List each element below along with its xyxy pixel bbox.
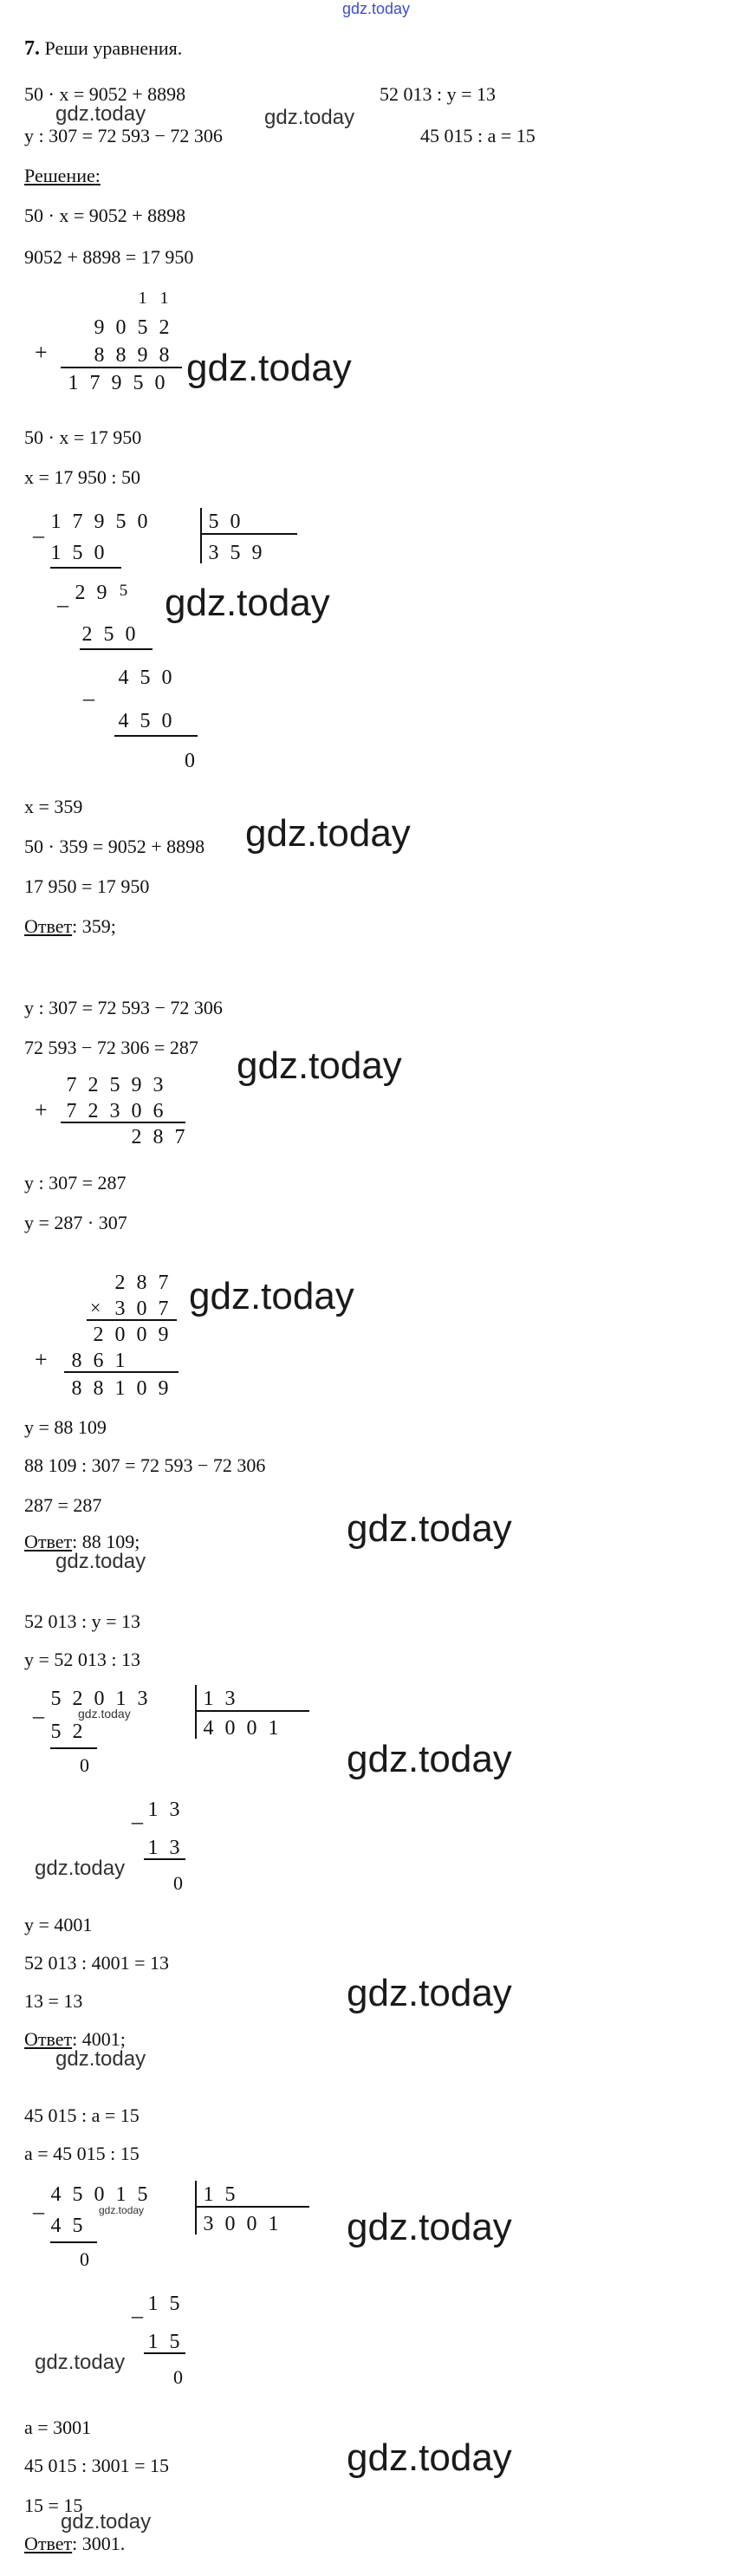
- minus-sign: _: [83, 678, 94, 703]
- sub-line: [80, 648, 153, 650]
- p3-div-rem2: 0: [173, 1872, 183, 1894]
- minus-sign: _: [33, 515, 44, 540]
- p4-div-dividend: 4 5 0 1 5: [50, 2183, 148, 2206]
- p1-div-sub1: 1 5 0: [50, 542, 105, 564]
- watermark: gdz.today: [245, 812, 411, 855]
- p4-div-rem2: 0: [173, 2366, 183, 2388]
- p3-line2: y = 52 013 : 13: [24, 1649, 141, 1670]
- p4-div-t1: 1 5: [147, 2293, 180, 2315]
- watermark: gdz.today: [78, 1707, 131, 1721]
- p1-div-sub2: 2 5 0: [81, 623, 136, 646]
- p1-div-rem3: 0: [185, 750, 195, 772]
- p3-div-dividend: 5 2 0 1 3: [50, 1688, 148, 1710]
- watermark: gdz.today: [99, 2204, 145, 2216]
- p2-line3: y : 307 = 287: [24, 1172, 127, 1194]
- p4-line5: 15 = 15: [24, 2495, 83, 2516]
- watermark: gdz.today: [55, 2047, 146, 2071]
- task-title: Реши уравнения.: [44, 37, 183, 59]
- minus-sign: _: [33, 1695, 44, 1721]
- p4-div-t2: 1 5: [147, 2331, 180, 2353]
- p2-line2: 72 593 − 72 306 = 287: [24, 1037, 198, 1058]
- minus-sign: _: [132, 2295, 143, 2320]
- p2-sub-b: 7 2 3 0 6: [66, 1100, 164, 1122]
- equation-1: 50 · x = 9052 + 8898: [24, 83, 186, 105]
- p4-div-divisor: 1 5: [203, 2183, 236, 2206]
- minus-sign: _: [57, 584, 68, 609]
- watermark: gdz.today: [189, 1275, 354, 1317]
- minus-sign: _: [33, 2191, 44, 2216]
- sub-line: [144, 1858, 185, 1860]
- equation-2: 52 013 : y = 13: [380, 83, 497, 105]
- p2-line4: y = 287 · 307: [24, 1212, 127, 1233]
- sum-line: [61, 1122, 185, 1123]
- p3-div-t2: 1 3: [147, 1837, 180, 1859]
- plus-sign: +: [35, 1347, 48, 1372]
- times-sign: ×: [90, 1297, 101, 1318]
- p1-add-a: 9 0 5 2: [94, 316, 170, 339]
- watermark: gdz.today: [347, 2436, 512, 2479]
- p1-line4: x = 17 950 : 50: [24, 466, 141, 488]
- p4-div-sub1: 4 5: [50, 2215, 83, 2237]
- watermark: gdz.today: [347, 1507, 512, 1550]
- p3-div-rem1: 0: [80, 1754, 89, 1776]
- minus-sign: _: [132, 1801, 143, 1826]
- watermark: gdz.today: [55, 1550, 146, 1573]
- p3-div-divisor: 1 3: [203, 1688, 236, 1710]
- p2-line7: 287 = 287: [24, 1494, 102, 1516]
- p3-line3: y = 4001: [24, 1914, 93, 1935]
- watermark: gdz.today: [237, 1044, 402, 1087]
- p1-div-rem1: 2 9 5: [75, 582, 128, 604]
- watermark: gdz.today: [55, 102, 146, 126]
- p4-line4: 45 015 : 3001 = 15: [24, 2455, 170, 2476]
- p2-mul-a: 2 8 7: [114, 1272, 169, 1294]
- p3-div-sub1: 5 2: [50, 1721, 83, 1743]
- p4-line2: a = 45 015 : 15: [24, 2143, 140, 2164]
- p4-line3: a = 3001: [24, 2417, 92, 2438]
- watermark: gdz.today: [61, 2510, 152, 2534]
- watermark: gdz.today: [186, 347, 352, 389]
- p1-add-b: 8 8 9 8: [94, 344, 170, 367]
- p1-line6: 50 · 359 = 9052 + 8898: [24, 836, 205, 857]
- p2-line5: y = 88 109: [24, 1416, 107, 1438]
- watermark: gdz.today: [347, 2206, 512, 2248]
- p2-mul-res: 8 8 1 0 9: [71, 1377, 169, 1400]
- sub-line: [144, 2352, 185, 2354]
- p1-add-sum: 1 7 9 5 0: [68, 372, 166, 394]
- p1-add-carry: 1 1: [138, 289, 169, 308]
- watermark: gdz.today: [264, 106, 355, 129]
- watermark: gdz.today: [35, 1857, 126, 1880]
- p4-answer: Ответ: 3001.: [24, 2533, 126, 2554]
- sub-line: [50, 1747, 97, 1749]
- minus-sign: +: [35, 1097, 48, 1122]
- p1-answer: Ответ: 359;: [24, 915, 116, 937]
- division-bar: [195, 2181, 197, 2234]
- sum-line: [64, 1371, 179, 1373]
- sub-line: [114, 735, 198, 737]
- p3-line4: 52 013 : 4001 = 13: [24, 1952, 170, 1974]
- p1-div-sub3: 4 5 0: [118, 710, 172, 732]
- p1-div-rem2: 4 5 0: [118, 667, 172, 689]
- p3-div-quotient: 4 0 0 1: [203, 1717, 279, 1740]
- divisor-line: [195, 1710, 309, 1712]
- divisor-line: [200, 533, 297, 535]
- p1-div-dividend: 1 7 9 5 0: [50, 511, 148, 533]
- division-bar: [200, 508, 202, 563]
- p1-line1: 50 · x = 9052 + 8898: [24, 205, 186, 226]
- sub-line: [50, 2241, 97, 2243]
- p4-div-quotient: 3 0 0 1: [203, 2213, 279, 2235]
- watermark: gdz.today: [165, 582, 330, 624]
- plus-sign: +: [35, 340, 48, 365]
- sum-line: [61, 367, 182, 368]
- p2-answer: Ответ: 88 109;: [24, 1531, 140, 1552]
- watermark: gdz.today: [35, 2351, 126, 2374]
- p4-line1: 45 015 : a = 15: [24, 2104, 140, 2126]
- p3-div-t1: 1 3: [147, 1799, 180, 1821]
- division-bar: [195, 1685, 197, 1739]
- task-header: [24, 38, 182, 59]
- p2-line6: 88 109 : 307 = 72 593 − 72 306: [24, 1454, 266, 1476]
- p2-sub-a: 7 2 5 9 3: [66, 1074, 164, 1096]
- equation-4: 45 015 : a = 15: [420, 125, 536, 146]
- task-number: 7.: [24, 37, 40, 60]
- p1-line5: x = 359: [24, 796, 83, 817]
- p2-line1: y : 307 = 72 593 − 72 306: [24, 997, 223, 1018]
- watermark: gdz.today: [347, 1738, 512, 1780]
- p1-div-divisor: 5 0: [208, 511, 241, 533]
- p2-mul-p2: 8 6 1: [71, 1350, 126, 1372]
- p3-line1: 52 013 : y = 13: [24, 1610, 141, 1632]
- p4-div-rem1: 0: [80, 2248, 89, 2270]
- divisor-line: [195, 2206, 309, 2208]
- p1-line3: 50 · x = 17 950: [24, 426, 142, 448]
- p2-mul-p1: 2 0 0 9: [93, 1324, 169, 1346]
- equation-3: y : 307 = 72 593 − 72 306: [24, 125, 223, 146]
- mul-line: [87, 1319, 177, 1321]
- p3-line5: 13 = 13: [24, 1990, 83, 2012]
- watermark: gdz.today: [347, 1972, 512, 2014]
- top-watermark: gdz.today: [342, 0, 411, 17]
- p1-line7: 17 950 = 17 950: [24, 875, 150, 897]
- p3-answer: Ответ: 4001;: [24, 2028, 126, 2050]
- p1-div-quotient: 3 5 9: [208, 542, 263, 564]
- p2-mul-b: 3 0 7: [114, 1298, 169, 1320]
- p2-sub-res: 2 8 7: [131, 1126, 185, 1148]
- solution-label: Решение:: [24, 165, 101, 186]
- p1-line2: 9052 + 8898 = 17 950: [24, 246, 194, 268]
- sub-line: [50, 567, 121, 569]
